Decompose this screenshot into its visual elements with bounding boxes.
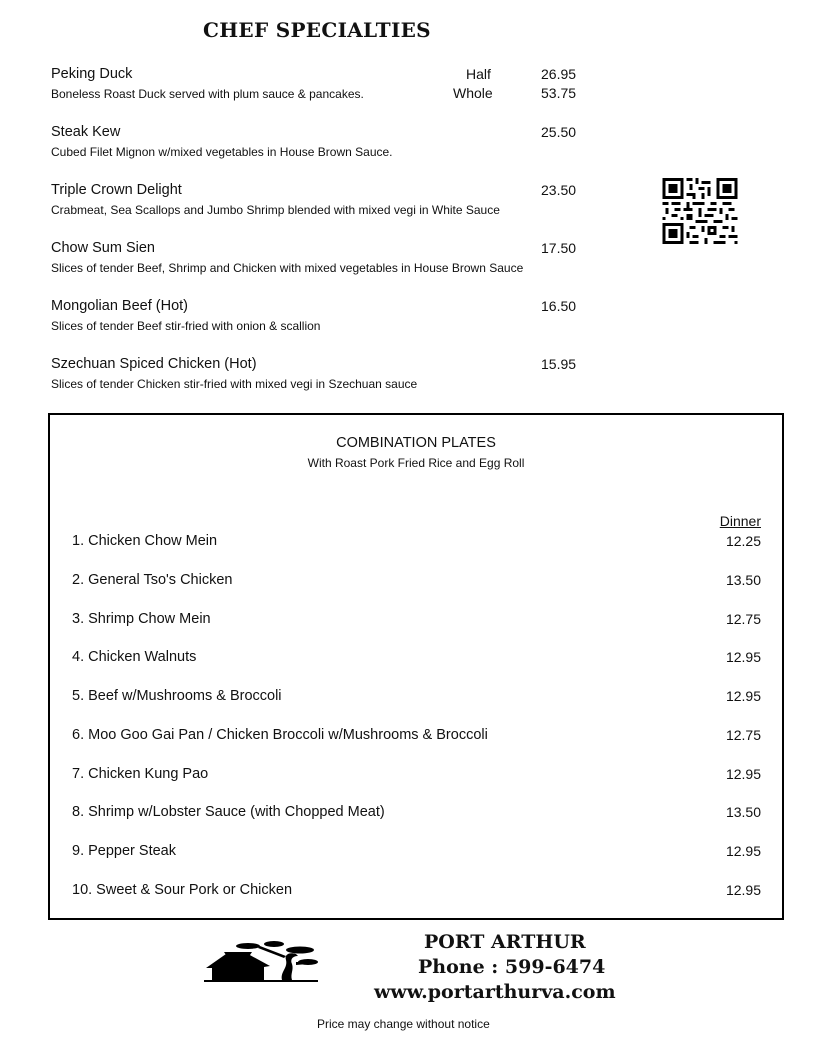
specialty-name: Szechuan Spiced Chicken (Hot) [51, 356, 257, 372]
specialty-name: Triple Crown Delight [51, 182, 182, 198]
combo-item: 5. Beef w/Mushrooms & Broccoli [72, 688, 282, 704]
combo-price: 12.95 [725, 843, 761, 859]
combo-item: 2. General Tso's Chicken [72, 572, 233, 588]
combo-item: 6. Moo Goo Gai Pan / Chicken Broccoli w/Mushrooms & Broccoli [72, 727, 488, 743]
qr-code-icon[interactable] [662, 178, 738, 244]
specialty-price: 26.95 [541, 66, 577, 82]
combo-item: 7. Chicken Kung Pao [72, 766, 209, 782]
combo-price: 12.75 [725, 611, 761, 627]
specialty-desc: Cubed Filet Mignon w/mixed vegetables in House Brown Sauce. [51, 145, 393, 159]
specialty-price: 15.95 [541, 356, 577, 372]
combo-price: 13.50 [725, 804, 761, 820]
specialty-price: 23.50 [541, 182, 577, 198]
specialty-price: 17.50 [541, 240, 577, 256]
combo-price: 12.95 [725, 766, 761, 782]
specialty-desc: Slices of tender Chicken stir-fried with mixed vegi in Szechuan sauce [51, 377, 418, 391]
combo-item: 10. Sweet & Sour Pork or Chicken [72, 882, 293, 898]
combo-price: 12.25 [725, 533, 761, 549]
combo-price: 12.95 [725, 882, 761, 898]
specialty-desc: Boneless Roast Duck served with plum sauce & pancakes. [51, 87, 364, 101]
size-half-label: Half [466, 66, 491, 82]
specialty-desc: Slices of tender Beef stir-fried with onion & scallion [51, 319, 321, 333]
combo-item: 1. Chicken Chow Mein [72, 533, 218, 549]
combo-title: COMBINATION PLATES [336, 435, 496, 451]
size-whole-label: Whole [453, 85, 493, 101]
specialty-price: 53.75 [541, 85, 577, 101]
combo-item: 3. Shrimp Chow Mein [72, 611, 211, 627]
specialty-name: Steak Kew [51, 124, 121, 140]
specialty-desc: Crabmeat, Sea Scallops and Jumbo Shrimp blended with mixed vegi in White Sauce [51, 203, 500, 217]
website-link[interactable]: www.portarthurva.com [374, 981, 616, 1003]
specialty-desc: Slices of tender Beef, Shrimp and Chicken with mixed vegetables in House Brown Sauce [51, 261, 524, 275]
combination-plates-box [48, 413, 784, 920]
combo-subtitle: With Roast Pork Fried Rice and Egg Roll [307, 456, 525, 470]
specialty-name: Mongolian Beef (Hot) [51, 298, 189, 314]
page-title: CHEF SPECIALTIES [203, 18, 431, 42]
combo-price: 12.75 [725, 727, 761, 743]
combo-item: 4. Chicken Walnuts [72, 649, 197, 665]
specialty-price: 16.50 [541, 298, 577, 314]
specialty-price: 25.50 [541, 124, 577, 140]
restaurant-name: PORT ARTHUR [424, 931, 586, 953]
combo-price: 12.95 [725, 688, 761, 704]
combo-item: 9. Pepper Steak [72, 843, 176, 859]
combo-price: 12.95 [725, 649, 761, 665]
specialty-name: Chow Sum Sien [51, 240, 155, 256]
phone-number: Phone : 599-6474 [418, 956, 606, 978]
combo-item: 8. Shrimp w/Lobster Sauce (with Chopped Meat) [72, 804, 385, 820]
pagoda-bonsai-logo [204, 940, 320, 984]
combo-price: 13.50 [725, 572, 761, 588]
specialty-name: Peking Duck [51, 66, 133, 82]
dinner-column-header: Dinner [719, 513, 761, 529]
price-notice: Price may change without notice [317, 1017, 490, 1031]
